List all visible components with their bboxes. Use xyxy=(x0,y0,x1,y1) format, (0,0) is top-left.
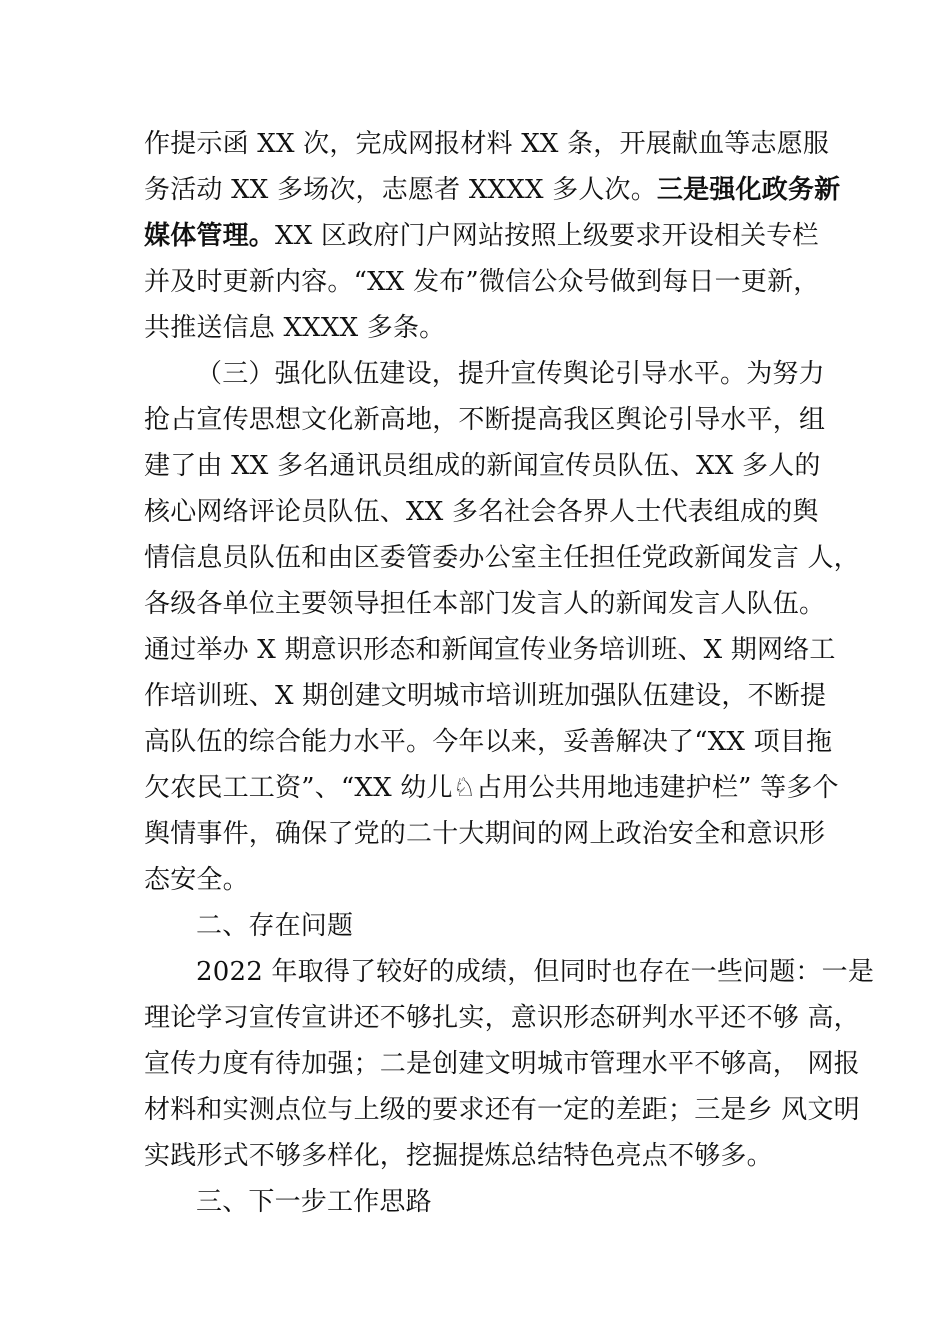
text-line: 宣传力度有待加强；二是创建文明城市管理水平不够高， 网报 xyxy=(144,1049,860,1079)
text-line: 并及时更新内容。“XX 发布”微信公众号做到每日一更新， xyxy=(144,267,820,297)
section-heading-line: （三）强化队伍建设，提升宣传舆论引导水平。为努力 xyxy=(196,359,825,389)
text-run: 务活动 XX 多场次，志愿者 XXXX 多人次。 xyxy=(144,175,657,205)
text-line: 态安全。 xyxy=(144,865,249,895)
bold-heading-run: 三是强化政务新 xyxy=(656,175,841,205)
text-line: 作提示函 XX 次，完成网报材料 XX 条，开展献血等志愿服 xyxy=(144,129,830,159)
text-line: 材料和实测点位与上级的要求还有一定的差距；三是乡 风文明 xyxy=(144,1095,860,1125)
text-line: 2022 年取得了较好的成绩，但同时也存在一些问题：一是 xyxy=(196,957,875,987)
text-line: 舆情事件，确保了党的二十大期间的网上政治安全和意识形 xyxy=(144,819,826,849)
text-line xyxy=(144,213,819,259)
text-line xyxy=(144,167,840,213)
text-line: 实践形式不够多样化，挖掘提炼总结特色亮点不够多。 xyxy=(144,1141,773,1171)
text-line: 高队伍的综合能力水平。今年以来，妥善解决了“XX 项目拖 xyxy=(144,727,833,757)
bold-heading-run: 媒体管理。 xyxy=(144,221,276,251)
text-line: 情信息员队伍和由区委管委办公室主任担任党政新闻发言 人， xyxy=(144,543,860,573)
text-line: 各级各单位主要领导担任本部门发言人的新闻发言人队伍。 xyxy=(144,589,826,619)
text-line: 欠农民工工资”、“XX 幼儿♘占用公共用地违建护栏” 等多个 xyxy=(144,773,839,803)
text-line: 共推送信息 XXXX 多条。 xyxy=(144,313,446,343)
text-line: 建了由 XX 多名通讯员组成的新闻宣传员队伍、XX 多人的 xyxy=(144,451,821,481)
section-heading-next-steps: 三、下一步工作思路 xyxy=(196,1187,432,1217)
text-line: 核心网络评论员队伍、XX 多名社会各界人士代表组成的舆 xyxy=(144,497,819,527)
text-line: 作培训班、X 期创建文明城市培训班加强队伍建设，不断提 xyxy=(144,681,827,711)
section-heading-problems: 二、存在问题 xyxy=(196,911,354,941)
text-run: XX 区政府门户网站按照上级要求开设相关专栏 xyxy=(275,221,819,251)
text-line: 理论学习宣传宣讲还不够扎实，意识形态研判水平还不够 高， xyxy=(144,1003,860,1033)
text-line: 通过举办 X 期意识形态和新闻宣传业务培训班、X 期网络工 xyxy=(144,635,836,665)
text-line: 抢占宣传思想文化新高地，不断提高我区舆论引导水平，组 xyxy=(144,405,826,435)
